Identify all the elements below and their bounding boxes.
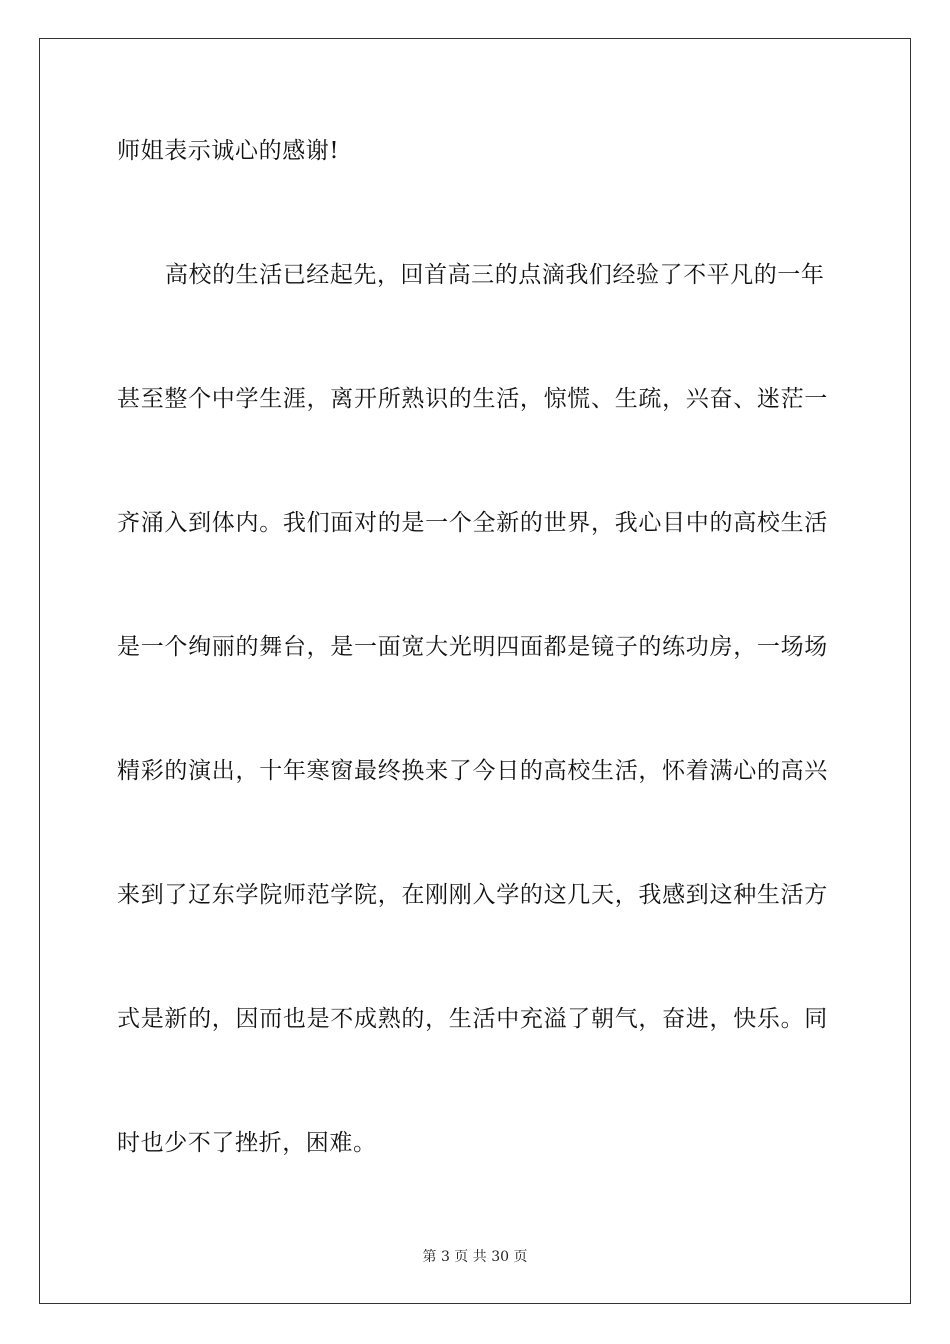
paragraph-2-line-3: 齐涌入到体内。我们面对的是一个全新的世界，我心目中的高校生活: [117, 510, 828, 536]
paragraph-2-line-2: 甚至整个中学生涯，离开所熟识的生活，惊慌、生疏，兴奋、迷茫一: [117, 386, 828, 412]
paragraph-2-line-6: 来到了辽东学院师范学院，在刚刚入学的这几天，我感到这种生活方: [117, 882, 828, 908]
paragraph-2-line-4: 是一个绚丽的舞台，是一面宽大光明四面都是镜子的练功房，一场场: [117, 634, 828, 660]
paragraph-2-line-8: 时也少不了挫折，困难。: [117, 1130, 377, 1156]
paragraph-2-line-1: 高校的生活已经起先，回首高三的点滴我们经验了不平凡的一年: [165, 262, 825, 288]
paragraph-1-line-1: 师姐表示诚心的感谢!: [117, 138, 340, 164]
page-number-footer: 第 3 页 共 30 页: [422, 1249, 528, 1265]
page-frame: [39, 38, 911, 1304]
paragraph-2-line-5: 精彩的演出，十年寒窗最终换来了今日的高校生活，怀着满心的高兴: [117, 758, 828, 784]
paragraph-2-line-7: 式是新的，因而也是不成熟的，生活中充溢了朝气，奋进，快乐。同: [117, 1006, 828, 1032]
